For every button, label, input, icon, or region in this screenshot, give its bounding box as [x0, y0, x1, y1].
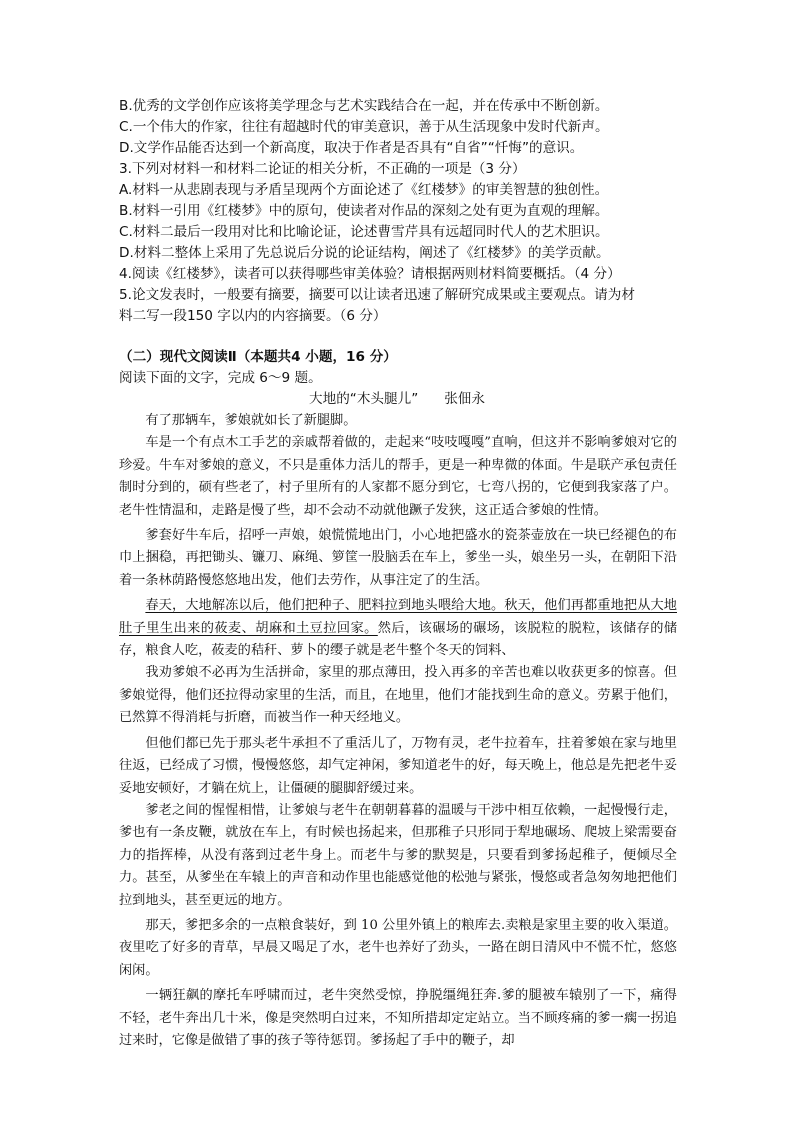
article-paragraph-9: 一辆狂飙的摩托车呼啸而过，老牛突然受惊，挣脱缰绳狂奔.爹的腿被车辕别了一下，痛得不轻，老牛奔出几十米，像是突然明白过来，不知所措却定定站立。当不顾疼痛的爹一瘸一拐追过来时，它像是做错了事的孩子等待惩罚。爹扬起了手中的鞭子，却: [119, 988, 677, 1048]
article-paragraph-7: 爹老之间的惺惺相惜，让爹娘与老牛在朝朝暮暮的温暖与干涉中相互依赖，一起慢慢行走，爹也有一条皮鞭，就放在车上，有时候也扬起来，但那稚子只形同于犁地碾场、爬坡上梁需要奋力的指挥棒，从没有落到过老牛身上。而老牛与爹的默契是，只要看到爹扬起稚子，便倾尽全力。甚至，从爹坐在车辕上的声音和动作里也能感觉他的松弛与紧张，慢悠或者急匆匆地把他们拉到地头，甚至更远的地方。: [119, 802, 677, 908]
article-paragraph-3: 爹套好牛车后，招呼一声娘，娘慌慌地出门，小心地把盛水的瓷茶壶放在一块已经褪色的布巾上捆稳，再把锄头、镰刀、麻绳、箩筐一股脑丢在车上，爹坐一头，娘坐另一头，在朝阳下沿着一条林荫路慢悠悠地出发，他们去劳作，从事注定了的生活。: [119, 528, 677, 588]
article-title: 大地的“木头腿儿”: [309, 391, 419, 407]
article-paragraph-2: 车是一个有点木工手艺的亲戚帮着做的，走起来“吱吱嘎嘎”直响，但这并不影响爹娘对它的珍爱。牛车对爹娘的意义，不只是重体力活儿的帮手，更是一种卑微的体面。牛是联产承包责任制时分到的，硕有些老了，村子里所有的人家都不愿分到它，七弯八拐的，它便到我家落了户。老牛性情温和，走路是慢了些，却不会动不动就他蹶子发狭，这正适合爹娘的性情。: [119, 435, 677, 518]
article-paragraph-8: 那天，爹把多余的一点粮食装好，到 10 公里外镇上的粮库去.卖粮是家里主要的收入渠道。夜里吃了好多的青草，早晨又喝足了水，老牛也养好了劲头，一路在朗日清风中不慌不忙，悠悠闲闲。: [119, 917, 677, 978]
article-paragraph-6: 但他们都已先于那头老牛承担不了重活儿了，万物有灵，老牛拉着车，拄着爹娘在家与地里往返，已经成了习惯，慢慢悠悠，却气定神闲，爹知道老牛的好，每天晚上，他总是先把老牛妥妥地安顿好，才躺在炕上，让僵硬的腿脚舒缓过来。: [119, 735, 677, 796]
article-paragraph-5: 我劝爹娘不必再为生活拼命，家里的那点薄田，投入再多的辛苦也难以收获更多的惊喜。但爹娘觉得，他们还拉得动家里的生活，而且，在地里，他们才能找到生命的意义。劳累于他们，已然算不得消耗与折磨，而被当作一种天经地义。: [119, 665, 677, 726]
article-paragraph-1: 有了那辆车，爹娘就如长了新腿脚。: [145, 413, 357, 428]
title-spacer: [418, 391, 444, 407]
question-5-line-1: 5.论文发表时，一般要有摘要，摘要可以让读者迅速了解研究成果或主要观点。请为材: [119, 287, 635, 303]
question-3-option-d: D.材料二整体上采用了先总说后分说的论证结构，阐述了《红楼梦》的美学贡献。: [119, 245, 610, 261]
question-3-option-a: A.材料一从悲剧表现与矛盾呈现两个方面论述了《红楼梦》的审美智慧的独创性。: [119, 182, 609, 198]
article-body: [119, 410, 677, 1052]
article-title-line: [0, 389, 794, 410]
question-3-stem: 3.下列对材料一和材料二论证的相关分析，不正确的一项是（3 分）: [119, 161, 526, 177]
question-2-option-b: B.优秀的文学创作应该将美学理念与艺术实践结合在一起，并在传承中不断创新。: [119, 98, 609, 114]
question-2-option-d: D.文学作品能否达到一个新高度，取决于作者是否具有“自省”“忏悔”的意识。: [119, 140, 584, 156]
article-author: 张佃永: [444, 391, 485, 407]
article-paragraph-4: [119, 595, 677, 662]
paragraph-4-rest: 然后，该碾场的碾场，该脱粒的脱粒，该储存的储存，粮食人吃，莜麦的秸秆、萝卜的缨子就是老牛整个冬天的饲料、: [119, 620, 678, 659]
reading-instruction: 阅读下面的文字，完成 6～9 题。: [119, 370, 322, 386]
question-3-option-c: C.材料二最后一段用对比和比喻论证，论述曹雪芹具有远超同时代人的艺术胆识。: [119, 224, 609, 240]
question-4: 4.阅读《红楼梦》，读者可以获得哪些审美体验？请根据两则材料简要概括。（4 分）: [119, 266, 621, 282]
question-2-option-c: C.一个伟大的作家，往往有超越时代的审美意识，善于从生活现象中发时代新声。: [119, 119, 609, 135]
question-5-line-2: 料二写一段150 字以内的内容摘要。（6 分）: [119, 308, 387, 324]
section-heading: （二）现代文阅读Ⅱ（本题共4 小题，16 分）: [119, 349, 397, 365]
underlined-sentence: 春天，大地解冻以后，他们把种子、肥料拉到地头喂给大地。秋天，他们再都重地把从大地肚子里生出来的莜麦、胡麻和土豆拉回家。: [119, 598, 677, 636]
question-3-option-b: B.材料一引用《红楼梦》中的原句，使读者对作品的深刻之处有更为直观的理解。: [119, 203, 609, 219]
